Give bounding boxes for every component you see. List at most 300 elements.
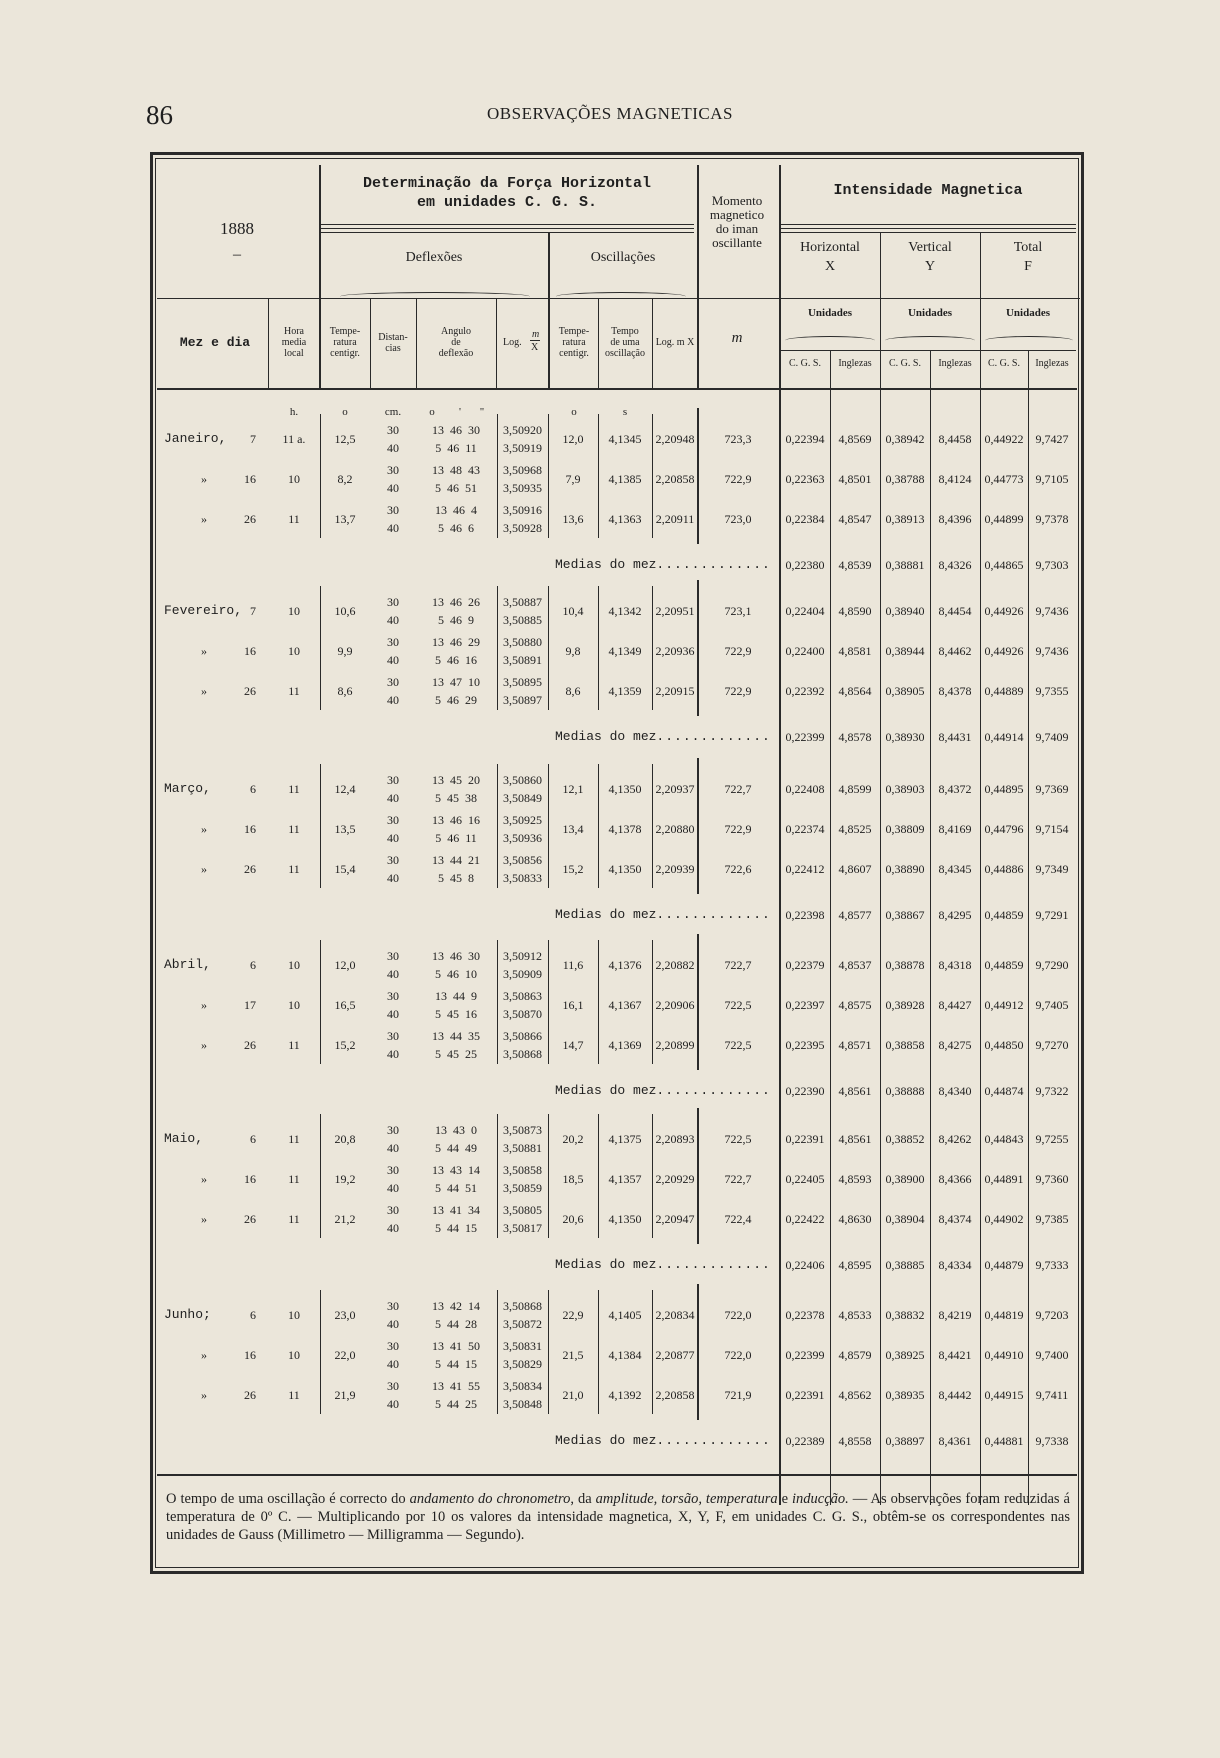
medias-f-cgs: 0,44859 [984,908,1024,922]
inglezas-x: Inglezas [838,358,872,369]
y-cgs: 0,38903 [885,782,925,796]
f-cgs: 0,44902 [984,1212,1024,1226]
log-m-times-x: 2,20899 [655,1038,695,1052]
log-m-times-x: 2,20951 [655,604,695,618]
y-inglezas: 8,4262 [938,1132,972,1146]
log-m-times-x: 2,20915 [655,684,695,698]
osc-temperature: 12,1 [562,782,584,796]
moment-m: 723,3 [724,432,752,446]
distance-40: 40 [387,1007,399,1021]
angle-30: 13 44 21 [432,853,480,867]
y-inglezas: 8,4366 [938,1172,972,1186]
rule-forca-2 [320,228,694,229]
moment-m: 723,0 [724,512,752,526]
hora: 11 [288,1038,300,1052]
medias-x-cgs: 0,22406 [785,1258,825,1272]
log-m-over-x: 3,50863 [503,989,542,1003]
medias-y-cgs: 0,38897 [885,1434,925,1448]
day-number: 7 [250,432,256,446]
medias-label [555,1084,775,1098]
log-m-times-x: 2,20939 [655,862,695,876]
medias-y-inglezas: 8,4340 [938,1084,972,1098]
x-cgs: 0,22397 [785,998,825,1012]
ditto-mark: » [201,684,207,698]
log-m-over-x: 3,50909 [503,967,542,981]
ditto-mark: » [201,1172,207,1186]
f-cgs: 0,44926 [984,644,1024,658]
temperature: 16,5 [334,998,356,1012]
moment-m: 723,1 [724,604,752,618]
osc-period: 4,1375 [608,1132,642,1146]
day-number: 17 [244,998,256,1012]
distance-30: 30 [387,1163,399,1177]
hora: 10 [288,958,300,972]
ditto-mark: » [201,1348,207,1362]
distance-40: 40 [387,1357,399,1371]
medias-x-inglezas: 4,8595 [838,1258,872,1272]
osc-temperature: 9,8 [565,644,581,658]
log-m-over-x: 3,50831 [503,1339,542,1353]
y-cgs: 0,38935 [885,1388,925,1402]
osc-temp-header-3: centigr. [559,348,589,359]
brace-unidades-x [785,336,875,345]
log-m-over-x: 3,50859 [503,1181,542,1195]
log-m-times-x: 2,20911 [655,512,695,526]
log-m-times-x: 2,20947 [655,1212,695,1226]
osc-period: 4,1359 [608,684,642,698]
angle-40: 5 44 15 [435,1221,477,1235]
angle-30: 13 46 4 [435,503,477,517]
osc-period: 4,1350 [608,862,642,876]
osc-temperature: 13,4 [562,822,584,836]
osc-period: 4,1367 [608,998,642,1012]
distance-40: 40 [387,831,399,845]
osc-period: 4,1378 [608,822,642,836]
distance-40: 40 [387,871,399,885]
temperature: 15,4 [334,862,356,876]
angle-30: 13 42 14 [432,1299,480,1313]
osc-period: 4,1405 [608,1308,642,1322]
log-m-over-x: 3,50817 [503,1221,542,1235]
y-cgs: 0,38788 [885,472,925,486]
medias-x-inglezas: 4,8561 [838,1084,872,1098]
log-m-over-x: 3,50936 [503,831,542,845]
medias-y-cgs: 0,38885 [885,1258,925,1272]
distance-40: 40 [387,521,399,535]
f-cgs: 0,44773 [984,472,1024,486]
medias-y-inglezas: 8,4334 [938,1258,972,1272]
hora: 11 [288,512,300,526]
medias-label-text: Medias do mez [555,1433,657,1448]
moment-m: 722,0 [724,1308,752,1322]
moment-m: 721,9 [724,1388,752,1402]
y-inglezas: 8,4421 [938,1348,972,1362]
osc-period: 4,1384 [608,1348,642,1362]
distance-30: 30 [387,1339,399,1353]
log-mx-header: Log. [503,337,522,348]
log-m-times-x: 2,20858 [655,1388,695,1402]
unit-dist: cm. [384,406,402,418]
month-name: Fevereiro, [164,603,243,618]
y-cgs: 0,38944 [885,644,925,658]
hora: 11 [288,1212,300,1226]
day-number: 26 [244,512,256,526]
x-cgs: 0,22395 [785,1038,825,1052]
temperature: 13,7 [334,512,356,526]
angle-40: 5 44 15 [435,1357,477,1371]
y-inglezas: 8,4458 [938,432,972,446]
x-cgs: 0,22392 [785,684,825,698]
angle-40: 5 45 16 [435,1007,477,1021]
medias-label-text: Medias do mez [555,1257,657,1272]
medias-x-cgs: 0,22398 [785,908,825,922]
medias-label-text: Medias do mez [555,729,657,744]
day-number: 16 [244,1172,256,1186]
distance-30: 30 [387,773,399,787]
angle-40: 5 46 9 [438,613,474,627]
hora-header-2: media [281,337,307,348]
medias-f-inglezas: 9,7291 [1035,908,1069,922]
ditto-mark: » [201,1212,207,1226]
unit-osc-temp: o [571,406,577,418]
osc-temperature: 8,6 [565,684,581,698]
medias-label [555,730,775,744]
footnote-text-4: — As observações foram reduzidas á temperatura de 0º C. — Multiplicando por 10 os valores da intensidade magnetica, X, Y, F, em unidades C. G. S., obtêm-se os correspondentes nas unidades de Gauss (Millimetro — Milligramma — Segundo). [166,1491,1070,1543]
f-inglezas: 9,7349 [1035,862,1069,876]
brace-unidades-f [985,336,1073,345]
f-inglezas: 9,7290 [1035,958,1069,972]
log-m-times-x: 2,20858 [655,472,695,486]
medias-f-inglezas: 9,7409 [1035,730,1069,744]
y-cgs: 0,38928 [885,998,925,1012]
medias-label [555,908,775,922]
log-m-over-x: 3,50829 [503,1357,542,1371]
log-m-over-x: 3,50866 [503,1029,542,1043]
f-cgs: 0,44850 [984,1038,1024,1052]
angle-40: 5 44 28 [435,1317,477,1331]
osc-temperature: 14,7 [562,1038,584,1052]
log-m-over-x: 3,50833 [503,871,542,885]
total-symbol: F [1024,259,1032,274]
log-m-over-x: 3,50891 [503,653,542,667]
f-cgs: 0,44926 [984,604,1024,618]
distance-30: 30 [387,1299,399,1313]
osc-period: 4,1376 [608,958,642,972]
fraction-bar [530,340,540,341]
temperature: 12,5 [334,432,356,446]
distance-40: 40 [387,791,399,805]
distance-30: 30 [387,949,399,963]
y-inglezas: 8,4219 [938,1308,972,1322]
x-cgs: 0,22384 [785,512,825,526]
osc-temperature: 20,6 [562,1212,584,1226]
unit-tempo: s [622,406,628,418]
y-cgs: 0,38900 [885,1172,925,1186]
f-cgs: 0,44899 [984,512,1024,526]
day-number: 26 [244,684,256,698]
moment-m: 722,7 [724,782,752,796]
log-m-times-x: 2,20882 [655,958,695,972]
cgs-y: C. G. S. [889,358,921,369]
rule-cgs-top [780,350,1076,351]
temperature: 21,9 [334,1388,356,1402]
distance-40: 40 [387,613,399,627]
log-m-times-x: 2,20929 [655,1172,695,1186]
osc-temperature: 21,0 [562,1388,584,1402]
footnote [166,1490,1070,1544]
f-cgs: 0,44895 [984,782,1024,796]
hora: 11 [288,782,300,796]
x-cgs: 0,22408 [785,782,825,796]
temperature: 15,2 [334,1038,356,1052]
col-rule-log [496,298,497,390]
distance-30: 30 [387,1029,399,1043]
log-m-over-x: 3,50848 [503,1397,542,1411]
hora: 10 [288,644,300,658]
osc-period: 4,1342 [608,604,642,618]
temperature: 12,4 [334,782,356,796]
log-m-over-x: 3,50881 [503,1141,542,1155]
dot-leader: ............. [656,557,771,572]
f-inglezas: 9,7411 [1035,1388,1069,1402]
running-head: OBSERVAÇÕES MAGNETICAS [487,104,733,123]
x-inglezas: 4,8564 [838,684,872,698]
y-inglezas: 8,4318 [938,958,972,972]
y-cgs: 0,38904 [885,1212,925,1226]
x-inglezas: 4,8561 [838,1132,872,1146]
y-inglezas: 8,4442 [938,1388,972,1402]
tempo-header-3: oscillação [605,348,645,359]
x-cgs: 0,22391 [785,1388,825,1402]
temperature: 13,5 [334,822,356,836]
log-m-over-x: 3,50849 [503,791,542,805]
osc-temperature: 22,9 [562,1308,584,1322]
year-label: 1888 [220,219,254,238]
x-cgs: 0,22363 [785,472,825,486]
medias-y-inglezas: 8,4431 [938,730,972,744]
cgs-f: C. G. S. [988,358,1020,369]
log-m-over-x: 3,50873 [503,1123,542,1137]
x-inglezas: 4,8630 [838,1212,872,1226]
footnote-text-2: , da [570,1491,596,1507]
distance-40: 40 [387,481,399,495]
day-number: 6 [250,958,256,972]
angle-40: 5 46 10 [435,967,477,981]
inglezas-f: Inglezas [1035,358,1069,369]
hora: 11 [288,1132,300,1146]
moment-m: 722,5 [724,998,752,1012]
medias-f-inglezas: 9,7322 [1035,1084,1069,1098]
hora: 10 [288,1308,300,1322]
temperature: 12,0 [334,958,356,972]
rule-forca-3 [320,232,694,233]
momento-symbol: m [731,330,743,346]
angle-40: 5 44 51 [435,1181,477,1195]
vertical-header: Vertical [908,240,952,255]
x-cgs: 0,22391 [785,1132,825,1146]
day-number: 6 [250,1132,256,1146]
unit-second: '' [480,406,484,418]
brace-oscillacoes [556,292,686,301]
ditto-mark: » [201,822,207,836]
dot-leader: ............. [656,1257,771,1272]
log-m-times-x: 2,20880 [655,822,695,836]
dist-header-1: Distan- [378,332,408,343]
x-inglezas: 4,8525 [838,822,872,836]
log-m-over-x: 3,50887 [503,595,542,609]
y-cgs: 0,38925 [885,1348,925,1362]
year-dash: – [233,246,241,263]
f-inglezas: 9,7400 [1035,1348,1069,1362]
tempo-header-2: de uma [610,337,640,348]
f-inglezas: 9,7436 [1035,644,1069,658]
dist-header-2: cias [385,343,401,354]
unit-degree: o [429,406,435,418]
month-name: Março, [164,781,211,796]
ditto-mark: » [201,998,207,1012]
f-cgs: 0,44891 [984,1172,1024,1186]
medias-f-cgs: 0,44879 [984,1258,1024,1272]
angle-30: 13 46 30 [432,949,480,963]
distance-30: 30 [387,595,399,609]
distance-30: 30 [387,635,399,649]
f-cgs: 0,44886 [984,862,1024,876]
x-inglezas: 4,8533 [838,1308,872,1322]
y-inglezas: 8,4374 [938,1212,972,1226]
x-inglezas: 4,8562 [838,1388,872,1402]
temperature: 22,0 [334,1348,356,1362]
x-cgs: 0,22394 [785,432,825,446]
momento-header-1: Momento [711,193,763,208]
distance-40: 40 [387,1181,399,1195]
osc-temperature: 20,2 [562,1132,584,1146]
momento-header-4: oscillante [712,235,762,250]
medias-x-cgs: 0,22390 [785,1084,825,1098]
medias-x-cgs: 0,22399 [785,730,825,744]
medias-x-inglezas: 4,8539 [838,558,872,572]
f-cgs: 0,44915 [984,1388,1024,1402]
medias-label [555,558,775,572]
distance-40: 40 [387,1221,399,1235]
x-cgs: 0,22405 [785,1172,825,1186]
log-m-times-x: 2,20937 [655,782,695,796]
day-number: 26 [244,862,256,876]
page-number: 86 [146,100,173,130]
osc-period: 4,1345 [608,432,642,446]
moment-m: 722,9 [724,684,752,698]
log-m-over-x: 3,50885 [503,613,542,627]
f-cgs: 0,44819 [984,1308,1024,1322]
log-m-over-x: 3,50920 [503,423,542,437]
distance-30: 30 [387,1203,399,1217]
medias-x-inglezas: 4,8577 [838,908,872,922]
medias-x-cgs: 0,22389 [785,1434,825,1448]
angle-40: 5 46 16 [435,653,477,667]
log-m-over-x: 3,50872 [503,1317,542,1331]
col-rule-angulo [416,298,417,390]
x-cgs: 0,22412 [785,862,825,876]
angle-40: 5 45 38 [435,791,477,805]
y-cgs: 0,38905 [885,684,925,698]
dot-leader: ............. [656,907,771,922]
osc-temperature: 13,6 [562,512,584,526]
oscillacoes-header: Oscillações [590,250,656,265]
osc-temp-header-1: Tempe- [558,326,590,337]
moment-m: 722,6 [724,862,752,876]
day-number: 16 [244,1348,256,1362]
angle-30: 13 41 55 [432,1379,480,1393]
log-m-over-x: 3,50868 [503,1047,542,1061]
hora: 10 [288,472,300,486]
temperature: 23,0 [334,1308,356,1322]
angle-30: 13 48 43 [432,463,480,477]
y-inglezas: 8,4427 [938,998,972,1012]
f-cgs: 0,44922 [984,432,1024,446]
f-cgs: 0,44912 [984,998,1024,1012]
day-number: 16 [244,644,256,658]
dot-leader: ............. [656,729,771,744]
distance-40: 40 [387,653,399,667]
col-rule-dist [370,298,371,390]
y-inglezas: 8,4124 [938,472,972,486]
brace-unidades-y [885,336,975,345]
distance-40: 40 [387,693,399,707]
x-inglezas: 4,8547 [838,512,872,526]
day-number: 26 [244,1038,256,1052]
log-m-over-x: 3,50897 [503,693,542,707]
log-m-over-x: 3,50860 [503,773,542,787]
osc-period: 4,1392 [608,1388,642,1402]
log-m-x-header: Log. m X [655,337,695,348]
osc-period: 4,1357 [608,1172,642,1186]
day-number: 16 [244,822,256,836]
log-m-times-x: 2,20877 [655,1348,695,1362]
x-inglezas: 4,8571 [838,1038,872,1052]
log-m-over-x: 3,50895 [503,675,542,689]
f-inglezas: 9,7270 [1035,1038,1069,1052]
hora-header-3: local [284,348,304,359]
log-m-over-x: 3,50856 [503,853,542,867]
f-inglezas: 9,7427 [1035,432,1069,446]
month-name: Janeiro, [164,431,227,446]
x-cgs: 0,22379 [785,958,825,972]
log-mx-numerator: m [532,329,540,340]
y-cgs: 0,38942 [885,432,925,446]
f-cgs: 0,44796 [984,822,1024,836]
hora: 11 [288,1388,300,1402]
temperature: 8,6 [337,684,353,698]
hora: 11 [288,822,300,836]
temperature: 19,2 [334,1172,356,1186]
hora: 11 [288,1172,300,1186]
col-rule-osc [548,232,550,390]
f-inglezas: 9,7405 [1035,998,1069,1012]
footnote-italic-3: inducção. [792,1491,849,1507]
moment-m: 722,7 [724,958,752,972]
col-rule-logmx [652,298,653,390]
x-inglezas: 4,8575 [838,998,872,1012]
angle-30: 13 41 50 [432,1339,480,1353]
month-name: Junho; [164,1307,211,1322]
medias-f-cgs: 0,44874 [984,1084,1024,1098]
rule-table-bottom [157,1474,1077,1476]
medias-y-cgs: 0,38930 [885,730,925,744]
col-rule-hora [268,298,269,390]
angulo-header-2: de [451,337,461,348]
temp-header-1: Tempe- [329,326,361,337]
log-m-times-x: 2,20906 [655,998,695,1012]
x-inglezas: 4,8579 [838,1348,872,1362]
